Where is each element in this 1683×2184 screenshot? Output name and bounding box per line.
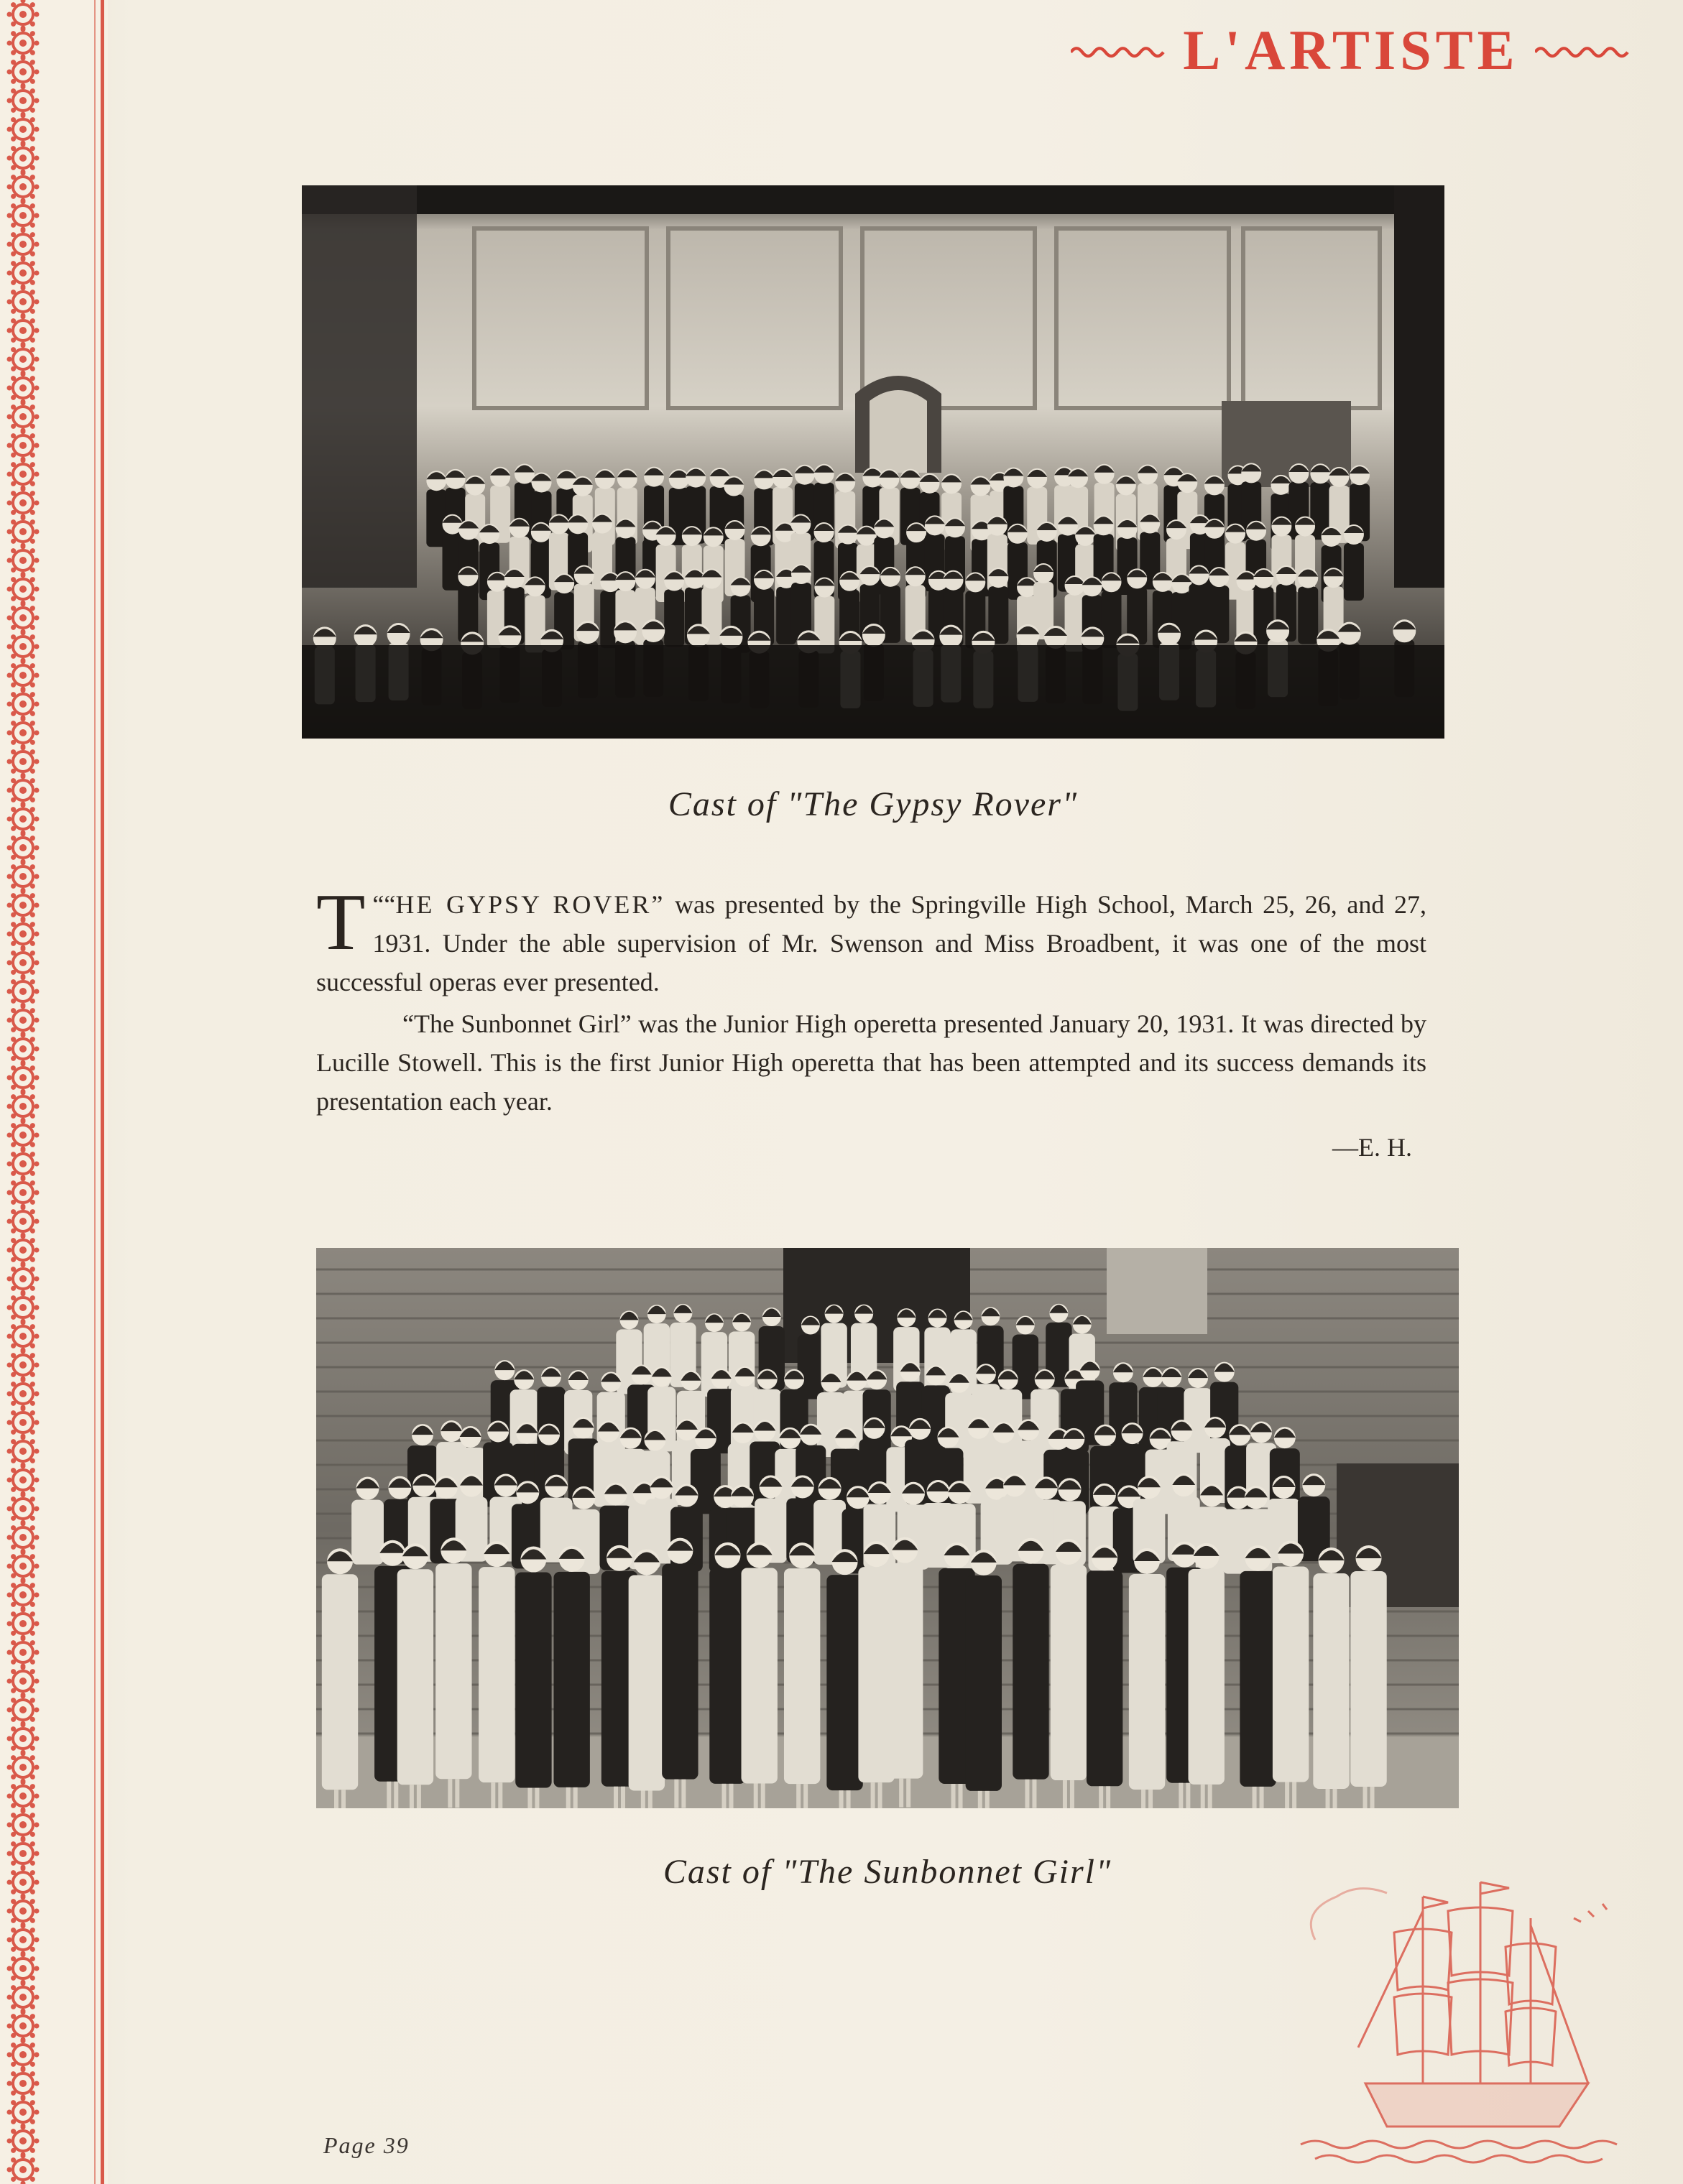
floral-motif [7,660,40,692]
page-number: Page 39 [323,2132,410,2158]
wave-ornament-right [1535,40,1631,61]
floral-motif [7,56,40,88]
floral-motif [7,1895,40,1928]
floral-motif [7,746,40,778]
floral-motif [7,2039,40,2071]
header-title: L'ARTISTE [1183,19,1519,81]
floral-motif [7,1378,40,1410]
floral-motif [7,1493,40,1525]
floral-motif [7,1780,40,1813]
lead-caps: HE GYPSY ROVER” [395,890,665,919]
floral-motif [7,1234,40,1267]
floral-motif [7,1292,40,1324]
floral-motif [7,1953,40,1985]
floral-motif [7,918,40,950]
floral-motif [7,2154,40,2184]
open-quote: ““ [372,890,396,919]
floral-motif [7,27,40,60]
wave-ornament-left [1071,40,1167,61]
floral-motif [7,1838,40,1870]
floral-motif [7,430,40,462]
floral-motif [7,717,40,749]
page-header [1071,19,1631,81]
drop-cap: T [316,878,366,967]
floral-motif [7,315,40,347]
article-body [316,878,1426,1167]
floral-motif [7,1033,40,1065]
floral-motif [7,545,40,577]
floral-motif [7,114,40,146]
floral-motif [7,1263,40,1295]
floral-motif [7,861,40,893]
floral-motif [7,1349,40,1382]
floral-motif [7,1608,40,1640]
floral-motif [7,1694,40,1726]
floral-motif [7,487,40,519]
floral-motif [7,1435,40,1468]
floral-motif [7,343,40,376]
floral-motif [7,1464,40,1496]
floral-motif [7,889,40,922]
floral-motif [7,947,40,979]
floral-motif [7,1752,40,1784]
floral-motif [7,1522,40,1554]
floral-motif [7,573,40,606]
floral-motif [7,401,40,433]
gypsy-rover-caption: Cast of "The Gypsy Rover" [668,785,1079,823]
floral-motif [7,1177,40,1209]
floral-motif [7,1665,40,1698]
floral-motif [7,688,40,721]
paragraph-1-text: was presented by the Springville High School, March 25, 26, and 27, 1931. Under the able supervision of Mr. Swenson and Miss Broadbent, it was one of the most successful operas ever presented. [316,890,1426,996]
floral-motif [7,257,40,290]
author-signature: —E. H. [1332,1133,1412,1162]
article-paragraph-1 [316,878,1426,1001]
floral-motif [7,1407,40,1439]
floral-motif [7,1981,40,2014]
floral-motif [7,774,40,807]
floral-motif [7,1148,40,1180]
floral-motif [7,1579,40,1611]
floral-motif [7,1206,40,1238]
floral-border [0,0,108,2184]
floral-motif [7,200,40,232]
sunbonnet-girl-cast-photo [316,1248,1459,1808]
floral-motif [7,1004,40,1037]
floral-motif [7,1320,40,1353]
floral-motif [7,832,40,864]
gypsy-rover-cast-photo [302,185,1444,739]
floral-motif [7,602,40,634]
sunbonnet-girl-caption: Cast of "The Sunbonnet Girl" [663,1853,1112,1891]
floral-motif [7,286,40,318]
sailing-ship-illustration [1286,1868,1638,2170]
floral-motif [7,1550,40,1583]
floral-motif [7,85,40,117]
floral-motif [7,1809,40,1841]
article-paragraph-2: “The Sunbonnet Girl” was the Junior High operetta presented January 20, 1931. It was directed by Lucille Stowell. This is the first Junior High operetta that has been attempted and its success demands its presentation each year. [316,1009,1426,1116]
floral-motif [7,631,40,663]
group-photo-image [316,1248,1459,1808]
border-rule [101,0,104,2184]
floral-motif [7,2125,40,2157]
floral-motif [7,1637,40,1669]
floral-motif [7,2068,40,2100]
stage-photo-image [302,185,1444,739]
floral-motif [7,803,40,836]
floral-motif [7,976,40,1008]
floral-border-pattern [0,0,93,2184]
floral-motif [7,0,40,31]
floral-motif [7,142,40,175]
floral-motif [7,1924,40,1956]
floral-motif [7,516,40,548]
floral-motif [7,1062,40,1094]
border-inner-rule [94,0,96,2184]
floral-motif [7,1866,40,1899]
floral-motif [7,1119,40,1152]
floral-motif [7,2010,40,2042]
floral-motif [7,458,40,491]
floral-motif [7,228,40,261]
floral-motif [7,372,40,404]
floral-motif [7,1091,40,1123]
floral-motif [7,1723,40,1755]
floral-motif [7,2096,40,2129]
floral-motif [7,171,40,203]
